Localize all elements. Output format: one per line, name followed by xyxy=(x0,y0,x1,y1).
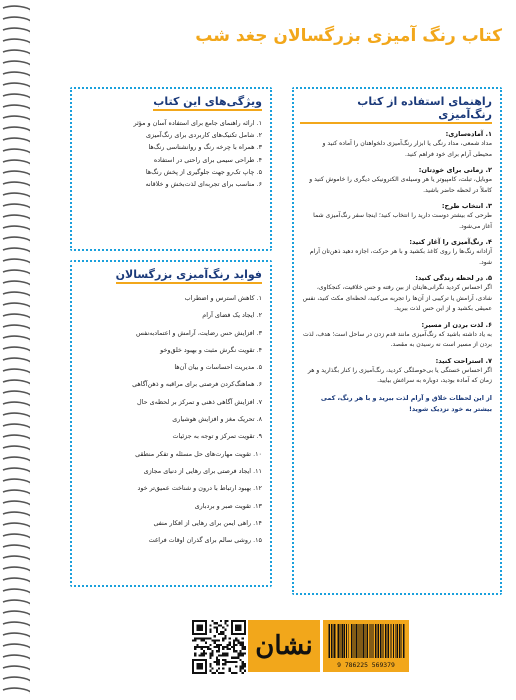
list-item: ۳. همراه با چرخه رنگ و روانشناسی رنگ‌ها xyxy=(148,143,262,152)
book-title: کتاب رنگ آمیزی بزرگسالان جغد شب xyxy=(195,26,502,46)
publisher-logo-text: نشان xyxy=(255,631,313,661)
guide-section-title: ۲. زمانی برای خودتان: xyxy=(418,166,492,174)
guide-section-title: ۷. استراحت کنید: xyxy=(435,356,492,365)
guide-section xyxy=(302,237,492,268)
list-item: ۶. هماهنگ‌کردن فرصتی برای مراقبه و ذهن‌آگاهی xyxy=(132,380,262,389)
guide-section xyxy=(302,273,492,315)
guide-section-title: ۴. رنگ‌آمیزی را آغاز کنید: xyxy=(409,238,492,246)
usage-guide-heading: راهنمای استفاده از کتاب رنگ‌آمیزی xyxy=(294,89,500,124)
guide-section xyxy=(302,320,492,351)
list-item: ۴. تقویت نگرش مثبت و بهبود خلق‌وخو xyxy=(160,345,262,354)
publisher-logo xyxy=(248,620,320,672)
list-item: ۱۵. روشی سالم برای گذران اوقات فراغت xyxy=(148,536,262,545)
list-item: ۵. چاپ تک‌رو جهت جلوگیری از پخش رنگ‌ها xyxy=(145,167,262,176)
guide-section-body: طرحی که بیشتر دوست دارید را انتخاب کنید؛ اینجا سفر رنگ‌آمیزی شما آغاز می‌شود. xyxy=(313,212,492,230)
features-box xyxy=(70,87,272,251)
list-item: ۱. ارائه راهنمای جامع برای استفاده آسان و مؤثر xyxy=(133,119,262,127)
guide-section-body: اگر احساس خستگی یا بی‌حوصلگی کردید، رنگ‌آمیزی را کنار بگذارید و هر زمان که آماده بودید، دوباره به سراغش بیایید. xyxy=(307,366,492,384)
barcode-bars xyxy=(327,624,405,658)
list-item: ۵. مدیریت احساسات و بیان آن‌ها xyxy=(174,363,262,372)
list-item: ۳. افزایش حس رضایت، آرامش و اعتمادبه‌نفس xyxy=(135,328,262,337)
list-item: ۹. تقویت تمرکز و توجه به جزئیات xyxy=(172,432,262,441)
guide-section xyxy=(302,129,492,160)
benefits-box xyxy=(70,260,272,587)
benefits-heading: فواید رنگ‌آمیزی بزرگسالان xyxy=(72,262,270,284)
guide-section-body: اگر احساس کردید نگرانی‌هایتان از بین رفته و حس خلاقیت، کنجکاوی، شادی، آرامش یا ترکیبی از آن‌ها را تجربه می‌کنید، لحظه‌ای مکث کنید، نفس عمیقی بکشید و از این حس لذت ببرید. xyxy=(302,284,492,312)
guide-closing-note: از این لحظات خلاق و آرام لذت ببرید و با هر رنگ، کمی بیشتر به خود نزدیک شوید! xyxy=(320,393,492,413)
isbn-number: 9 786225 569379 xyxy=(337,661,395,669)
guide-section-body: موبایل، تبلت، کامپیوتر یا هر وسیله‌ی الکترونیکی دیگری را خاموش کنید و کاملاً در لحظه حاضر باشید. xyxy=(309,176,492,194)
guide-section-title: ۵. در لحظه زندگی کنید: xyxy=(415,274,492,282)
list-item: ۲. شامل تکنیک‌های کاربردی برای رنگ‌آمیزی xyxy=(146,131,262,140)
guide-section-body: به یاد داشته باشید که رنگ‌آمیزی مانند قدم زدن در ساحل است؛ هدف، لذت بردن از مسیر است نه رسیدن به مقصد. xyxy=(303,330,492,348)
guide-section-title: ۳. انتخاب طرح: xyxy=(441,202,492,210)
guide-section-title: ۱. آماده‌سازی: xyxy=(445,130,492,138)
list-item: ۱۳. تقویت صبر و بردباری xyxy=(194,501,262,510)
guide-section-body: مداد شمعی، مداد رنگی یا ابزار رنگ‌آمیزی دلخواهتان را آماده کنید و محیطی آرام برای خود فراهم کنید. xyxy=(322,140,492,158)
list-item: ۶. مناسب برای تجربه‌ای لذت‌بخش و خلاقانه xyxy=(145,180,262,189)
list-item: ۲. ایجاد یک فضای آرام xyxy=(202,311,262,320)
features-heading: ویژگی‌های این کتاب xyxy=(72,89,270,111)
list-item: ۸. تحریک مغز و افزایش هوشیاری xyxy=(172,415,262,424)
list-item: ۱. کاهش استرس و اضطراب xyxy=(184,294,262,302)
qr-code xyxy=(192,620,246,674)
guide-section-title: ۶. لذت بردن از مسیر: xyxy=(421,320,492,329)
usage-guide-sections xyxy=(294,129,500,415)
isbn-barcode xyxy=(323,620,409,672)
list-item: ۱۱. ایجاد فرصتی برای رهایی از دنیای مجازی xyxy=(143,466,262,475)
guide-section xyxy=(302,356,492,387)
guide-section xyxy=(302,201,492,232)
spiral-binding xyxy=(0,0,34,700)
guide-section-body: آزادانه رنگ‌ها را روی کاغذ بکشید و با هر حرکت، اجازه دهید ذهن‌تان آرام شود. xyxy=(309,248,492,266)
guide-section xyxy=(302,165,492,196)
list-item: ۷. افزایش آگاهی ذهنی و تمرکز بر لحظه‌ی حال xyxy=(137,397,262,406)
list-item: ۱۴. راهی ایمن برای رهایی از افکار منفی xyxy=(153,518,262,527)
list-item: ۱۰. تقویت مهارت‌های حل مسئله و تفکر منطقی xyxy=(135,449,262,458)
features-list xyxy=(72,117,270,190)
list-item: ۴. طراحی سیمی برای راحتی در استفاده xyxy=(153,155,262,164)
back-cover xyxy=(30,0,516,700)
usage-guide-box xyxy=(292,87,502,595)
list-item: ۱۲. بهبود ارتباط با درون و شناخت عمیق‌تر خود xyxy=(137,484,262,493)
benefits-list xyxy=(72,290,270,549)
